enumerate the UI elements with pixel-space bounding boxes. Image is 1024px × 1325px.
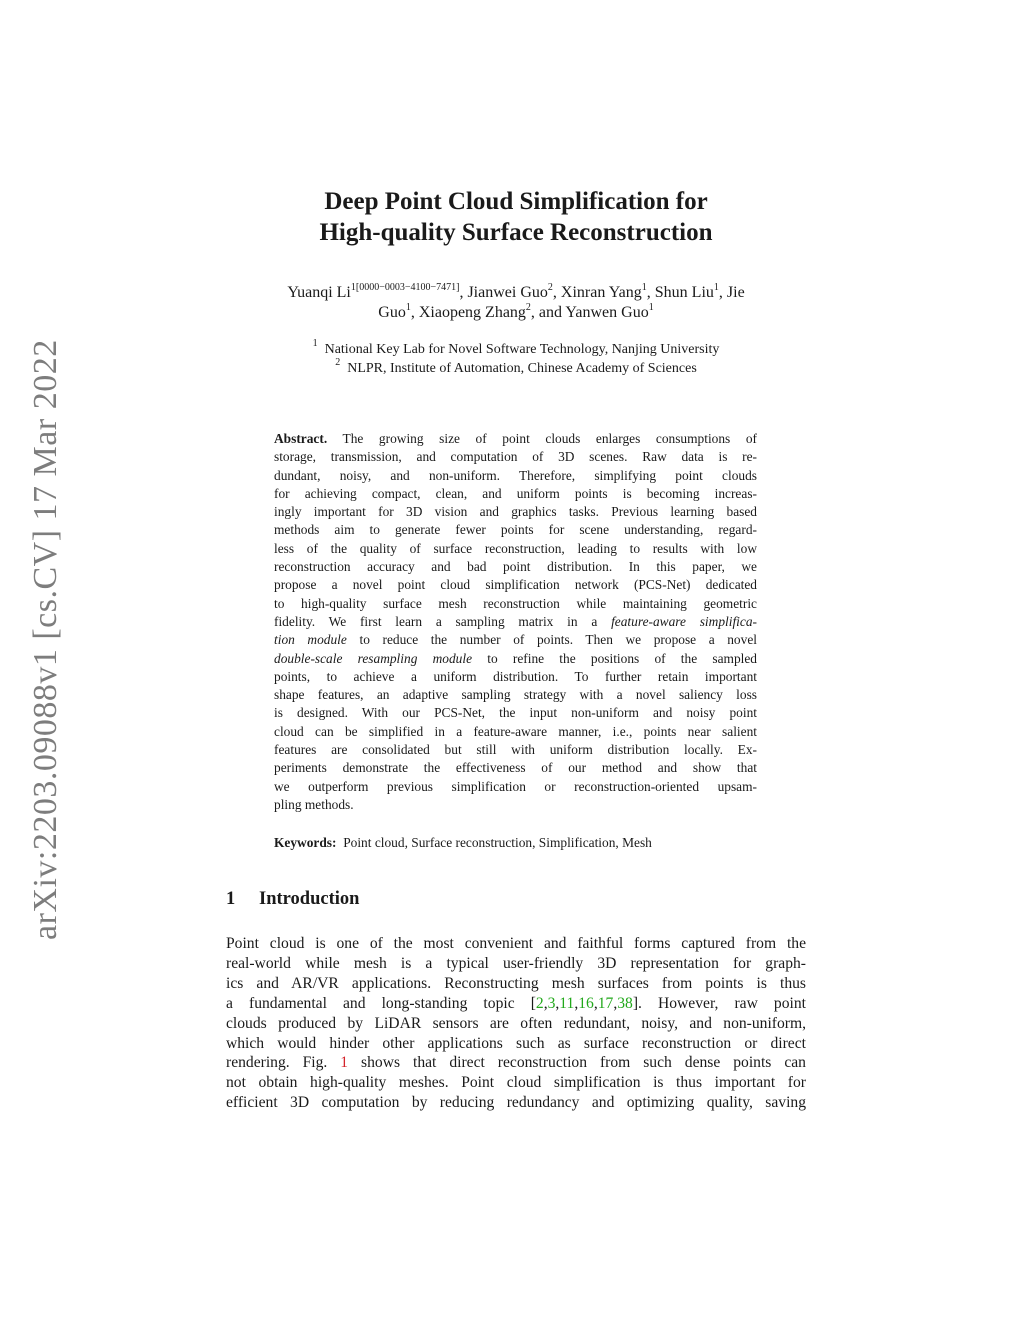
citation-link[interactable]: 17 xyxy=(597,994,614,1012)
abstract-line: propose a novel point cloud simplification network (PCS-Net) dedicated xyxy=(274,577,757,593)
abstract-line: cloud can be simplified in a feature-aware manner, i.e., points near salient xyxy=(274,723,757,739)
author-name: , Jianwei Guo xyxy=(459,284,548,301)
author-affiliation-marker: 2 xyxy=(525,301,531,313)
body-line: a fundamental and long-standing topic [2,3,11,16,17,38]. However, raw point xyxy=(226,994,806,1012)
author-affiliation-marker: 1 xyxy=(641,281,647,293)
abstract-line: to high-quality surface mesh reconstruction while maintaining geometric xyxy=(274,595,757,611)
module-name: feature-aware simplifica- xyxy=(611,613,757,629)
abstract-line: periments demonstrate the effectiveness of our method and show that xyxy=(274,760,757,776)
figure-reference-link[interactable]: 1 xyxy=(340,1054,349,1072)
author-name: Guo xyxy=(378,304,406,321)
title-line-1: Deep Point Cloud Simplification for xyxy=(324,188,708,215)
body-line: efficient 3D computation by reducing redundancy and optimizing quality, saving xyxy=(226,1094,806,1112)
keywords xyxy=(274,834,757,852)
paper-title xyxy=(226,186,806,248)
abstract-line: double-scale resampling module to refine the positions of the sampled xyxy=(274,650,758,666)
affiliation-text: NLPR, Institute of Automation, Chinese Academy of Sciences xyxy=(347,361,697,376)
affiliations xyxy=(226,340,806,378)
body-line: ics and AR/VR applications. Reconstructing mesh surfaces from points is thus xyxy=(226,974,806,992)
abstract-line: we outperform previous simplification or reconstruction-oriented upsam- xyxy=(274,778,757,794)
author-affiliation-marker: 2 xyxy=(547,281,553,293)
abstract-line: dundant, noisy, and non-uniform. Therefore, simplifying point clouds xyxy=(274,467,757,483)
abstract-line: ingly important for 3D vision and graphics tasks. Previous learning based xyxy=(274,504,757,520)
section-number: 1 xyxy=(226,889,236,909)
abstract-line: methods aim to generate fewer points for scene understanding, regard- xyxy=(274,522,757,538)
author-name: Yuanqi Li xyxy=(287,284,351,301)
author-line-1 xyxy=(226,283,806,303)
author-name: , Shun Liu xyxy=(646,284,714,301)
affiliation-1 xyxy=(226,340,806,359)
citation-link[interactable]: 38 xyxy=(617,994,633,1012)
abstract-line: points, to achieve a uniform distribution. To further retain important xyxy=(274,668,757,684)
author-line-2 xyxy=(226,303,806,323)
body-line: rendering. Fig. 1 shows that direct reconstruction from such dense points can xyxy=(226,1054,806,1072)
citation-link[interactable]: 16 xyxy=(578,994,594,1012)
affiliation-text: National Key Lab for Novel Software Technology, Nanjing University xyxy=(324,342,720,357)
author-affiliation-marker: 1 xyxy=(648,301,654,313)
author-name: , Xinran Yang xyxy=(552,284,642,301)
keywords-text: Point cloud, Surface reconstruction, Simplification, Mesh xyxy=(343,835,652,850)
affiliation-2 xyxy=(226,359,806,378)
abstract-line: features are consolidated but still with uniform distribution locally. Ex- xyxy=(274,742,757,758)
citation-link[interactable]: 2 xyxy=(535,994,544,1012)
introduction-body xyxy=(226,934,806,1113)
arxiv-identifier: arXiv:2203.09088v1 [cs.CV] 17 Mar 2022 xyxy=(27,339,64,940)
abstract-line: storage, transmission, and computation of 3D scenes. Raw data is re- xyxy=(274,449,757,465)
abstract-line: reconstruction accuracy and bad point distribution. In this paper, we xyxy=(274,559,757,575)
author-affiliation-marker: 1 xyxy=(405,301,411,313)
author-name: , Xiaopeng Zhang xyxy=(410,304,526,321)
abstract-line: fidelity. We first learn a sampling matrix in a feature-aware simplifica- xyxy=(274,613,757,629)
abstract xyxy=(274,430,757,814)
author-affiliation-marker: 1 xyxy=(713,281,719,293)
keywords-label: Keywords: xyxy=(274,835,337,850)
abstract-line: pling methods. xyxy=(274,796,354,812)
citation-link[interactable]: 3 xyxy=(547,994,556,1012)
abstract-line: Abstract. The growing size of point clouds enlarges consumptions of xyxy=(274,431,758,446)
abstract-line: is designed. With our PCS-Net, the input non-uniform and noisy point xyxy=(274,705,757,721)
body-line: not obtain high-quality meshes. Point cloud simplification is thus important for xyxy=(226,1074,806,1092)
body-line: clouds produced by LiDAR sensors are often redundant, noisy, and non-uniform, xyxy=(226,1014,806,1032)
citation-link[interactable]: 11 xyxy=(559,994,575,1012)
abstract-line: for achieving compact, clean, and uniform points is becoming increas- xyxy=(274,485,757,501)
abstract-line: less of the quality of surface reconstruction, leading to results with low xyxy=(274,540,757,556)
abstract-label: Abstract. xyxy=(274,431,328,446)
module-name: tion module xyxy=(274,632,347,648)
author-affiliation-marker: 1[0000−0003−4100−7471] xyxy=(350,281,460,293)
body-line: real-world while mesh is a typical user-friendly 3D representation for graph- xyxy=(226,954,806,972)
affiliation-marker: 1 xyxy=(312,338,318,350)
module-name: double-scale resampling module xyxy=(274,650,473,666)
abstract-line: tion module to reduce the number of points. Then we propose a novel xyxy=(274,632,757,648)
body-line: which would hinder other applications such as surface reconstruction or direct xyxy=(226,1034,806,1052)
author-name: , Jie xyxy=(718,284,745,301)
body-line: Point cloud is one of the most convenient and faithful forms captured from the xyxy=(226,935,806,952)
section-title: Introduction xyxy=(259,889,360,909)
section-heading xyxy=(226,888,359,910)
title-line-2: High-quality Surface Reconstruction xyxy=(319,219,713,246)
author-list xyxy=(226,283,806,323)
author-name: , and Yanwen Guo xyxy=(530,304,649,321)
abstract-line: shape features, an adaptive sampling strategy with a novel saliency loss xyxy=(274,687,757,703)
affiliation-marker: 2 xyxy=(335,357,341,369)
